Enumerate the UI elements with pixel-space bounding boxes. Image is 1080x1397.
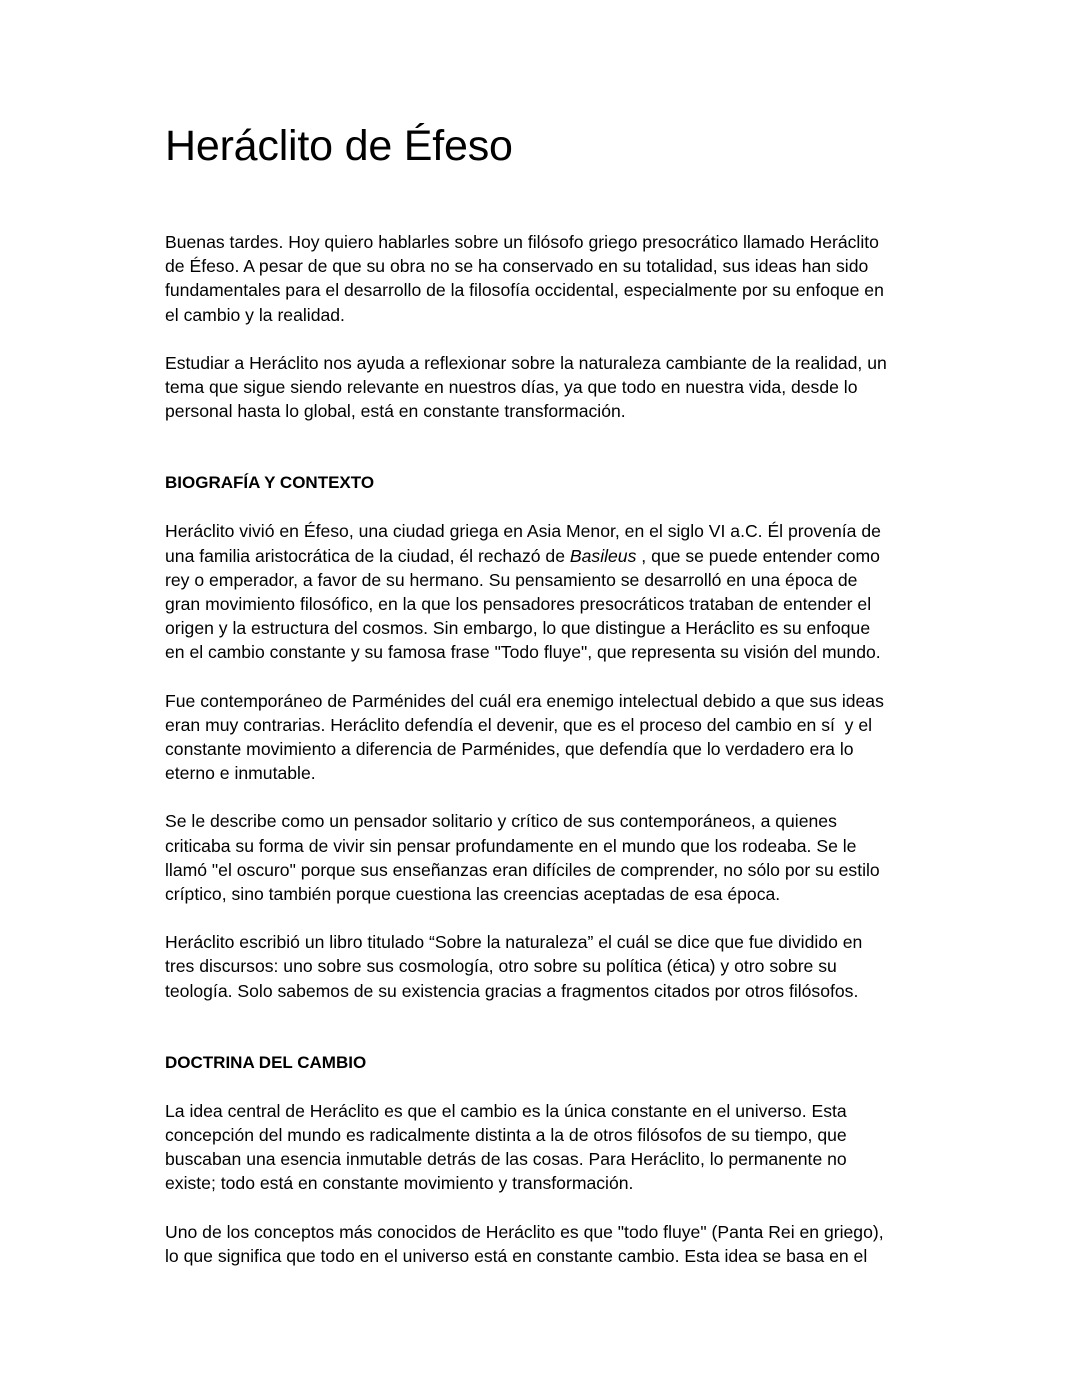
- text-line: La idea central de Heráclito es que el cambio es la única constante en el universo. Esta: [165, 1100, 847, 1121]
- text-line: criticaba su forma de vivir sin pensar profundamente en el mundo que los rodeaba. Se le: [165, 835, 857, 856]
- doctrina-paragraph-1: [165, 1099, 925, 1196]
- text-line: eran muy contrarias. Heráclito defendía el devenir, que es el proceso del cambio en sí y el: [165, 714, 873, 735]
- text-line: fundamentales para el desarrollo de la filosofía occidental, especialmente por su enfoque en: [165, 280, 884, 301]
- text-line: existe; todo está en constante movimiento y transformación.: [165, 1173, 634, 1194]
- document-body: [165, 118, 925, 1268]
- text-line: llamó "el oscuro" porque sus enseñanzas eran difíciles de comprender, no sólo por su estilo: [165, 859, 880, 880]
- text-line: concepción del mundo es radicalmente distinta a la de otros filósofos de su tiempo, que: [165, 1125, 847, 1146]
- doctrina-paragraph-2: [165, 1220, 925, 1268]
- document-title: Heráclito de Éfeso: [165, 122, 513, 170]
- text-line: Buenas tardes. Hoy quiero hablarles sobre un filósofo griego presocrático llamado Heráclito: [165, 232, 879, 252]
- text-line: eterno e inmutable.: [165, 763, 316, 784]
- text-line: lo que significa que todo en el universo está en constante cambio. Esta idea se basa en el: [165, 1245, 868, 1266]
- text-line: Uno de los conceptos más conocidos de Heráclito es que "todo fluye" (Panta Rei en griego),: [165, 1221, 884, 1242]
- text-line: buscaban una esencia inmutable detrás de las cosas. Para Heráclito, lo permanente no: [165, 1149, 847, 1170]
- text-line: críptico, sino también porque cuestiona las creencias aceptadas de esa época.: [165, 884, 781, 905]
- text-line: tres discursos: uno sobre sus cosmología, otro sobre su política (ética) y otro sobre su: [165, 956, 837, 977]
- biografia-paragraph-4: [165, 930, 925, 1003]
- intro-paragraph-1: [165, 230, 925, 327]
- text-line: en el cambio constante y su famosa frase "Todo fluye", que representa su visión del mundo.: [165, 642, 881, 663]
- biografia-paragraph-2: [165, 689, 925, 786]
- section-heading-biografia: BIOGRAFÍA Y CONTEXTO: [165, 473, 375, 493]
- text-line: origen y la estructura del cosmos. Sin embargo, lo que distingue a Heráclito es su enfoque: [165, 618, 871, 639]
- section-heading-doctrina: DOCTRINA DEL CAMBIO: [165, 1052, 367, 1072]
- text-line: Heráclito escribió un libro titulado “Sobre la naturaleza” el cuál se dice que fue dividido en: [165, 932, 863, 953]
- text-line: Fue contemporáneo de Parménides del cuál era enemigo intelectual debido a que sus ideas: [165, 690, 884, 711]
- text-line: de Éfeso. A pesar de que su obra no se ha conservado en su totalidad, sus ideas han sido: [165, 256, 869, 277]
- intro-paragraph-2: [165, 351, 925, 424]
- text-line: el cambio y la realidad.: [165, 304, 345, 325]
- text-segment: , que se puede entender como: [636, 545, 880, 566]
- biografia-paragraph-3: [165, 809, 925, 906]
- biografia-paragraph-1: [165, 519, 925, 664]
- text-line: tema que sigue siendo relevante en nuestros días, ya que todo en nuestra vida, desde lo: [165, 377, 858, 398]
- text-line: [165, 544, 925, 568]
- italic-term-basileus: Basileus: [569, 545, 637, 566]
- text-line: Heráclito vivió en Éfeso, una ciudad griega en Asia Menor, en el siglo VI a.C. Él provenía de: [165, 521, 881, 542]
- text-line: personal hasta lo global, está en constante transformación.: [165, 401, 626, 422]
- text-line: Estudiar a Heráclito nos ayuda a reflexionar sobre la naturaleza cambiante de la realidad, un: [165, 352, 887, 373]
- text-line: constante movimiento a diferencia de Parménides, que defendía que lo verdadero era lo: [165, 739, 854, 760]
- text-segment: una familia aristocrática de la ciudad, él rechazó de: [165, 545, 570, 566]
- text-line: rey o emperador, a favor de su hermano. Su pensamiento se desarrolló en una época de: [165, 569, 858, 590]
- text-line: teología. Solo sabemos de su existencia gracias a fragmentos citados por otros filósofos.: [165, 980, 859, 1001]
- text-line: Se le describe como un pensador solitario y crítico de sus contemporáneos, a quienes: [165, 811, 837, 832]
- text-line: gran movimiento filosófico, en la que los pensadores presocráticos trataban de entender el: [165, 594, 872, 615]
